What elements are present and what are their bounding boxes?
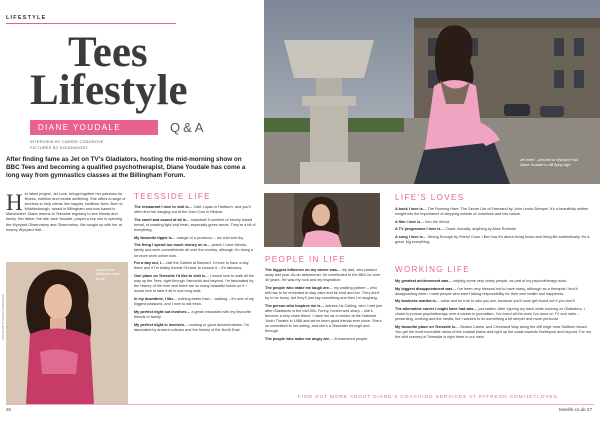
interviewee-name-bar: DIANE YOUDALE bbox=[30, 120, 158, 135]
qa-item bbox=[395, 227, 595, 232]
question-text: The restaurant I love to visit is… bbox=[134, 205, 193, 209]
answer-text: The Running Hare: The Secret Life of Farmland by John Lewis-Stempel. It's a beautifully written insight into the importance of stepping outside of ourselves and into nature. bbox=[395, 207, 589, 217]
qa-item bbox=[134, 205, 256, 215]
question-text: The people who make me laugh are… bbox=[265, 285, 333, 290]
section-tag-left: LIFESTYLE bbox=[6, 15, 47, 21]
qa-item bbox=[134, 297, 256, 307]
question-text: A book I love is… bbox=[395, 207, 427, 211]
answer-text: petrol! I have friends, family and work commitments all over the country, although I'm doing a lot more work online now. bbox=[134, 243, 254, 258]
answer-text: orange or a prosecco – ice cold and dry. bbox=[176, 235, 245, 240]
qa-item bbox=[395, 279, 595, 284]
question-text: A TV programme I love is… bbox=[395, 227, 445, 232]
answer-text: Coast. Actually, anything by Alice Roberts! bbox=[445, 227, 517, 232]
answer-text: nothing better than… walking – it's one of my biggest passions, and I love to eat fresh. bbox=[134, 296, 254, 307]
question-text: The smell and sound of all is… bbox=[134, 217, 190, 222]
qa-item bbox=[265, 268, 383, 283]
page-title bbox=[30, 29, 240, 114]
answer-text: helping some very lovely people, as part of my psychotherapy work. bbox=[453, 279, 568, 283]
question-text: For a day out, I… bbox=[134, 261, 165, 266]
hero-caption: Jet loved – pictured at Wynyard Hall. Diane Youdale is still flying high. bbox=[520, 158, 579, 167]
answer-text: ill-mannered people. bbox=[334, 336, 369, 341]
footer-rule bbox=[6, 404, 594, 405]
teesside-life-column bbox=[134, 205, 256, 335]
credit-pictures: PICTURES BY DOUGMOODY bbox=[30, 145, 89, 150]
question-text: My perfect night in involves… bbox=[134, 322, 188, 327]
qa-item bbox=[134, 310, 256, 320]
answer-text: visit the Gables at Barnard. I'd love to have a day there and if I'm totally honest I'd have to choose it – it's fabulous. bbox=[134, 261, 249, 271]
answer-text: I've been very blessed not to have many, although as a therapist I find it disappointing when I meet people who aren't taking responsibility for their own health and happiness. bbox=[395, 286, 578, 296]
answer-text: Café Lupas in Hartburn, and you'll often find me hanging out at the Dom Cow in Redcar. bbox=[134, 205, 251, 215]
credits bbox=[30, 140, 104, 151]
qa-item bbox=[395, 307, 595, 322]
qa-item bbox=[395, 287, 595, 297]
qa-item bbox=[134, 323, 256, 333]
title-line-2: Lifestyle bbox=[30, 67, 188, 114]
answer-text: my walking partner – who still has to be reminded to stay calm and be kind and fun. They don't try to be funny, but they'll just say something and then I'm laughing. bbox=[265, 285, 380, 301]
gladiator-photo bbox=[6, 262, 128, 404]
hero-photo bbox=[264, 0, 600, 184]
qa-item bbox=[134, 243, 256, 258]
question-text: My favourite place on Teesside is… bbox=[395, 325, 459, 330]
promo-link[interactable]: FIND OUT MORE ABOUT DIANE'S COACHING SERVICES AT PATREON.COM/JETLOVES. bbox=[298, 395, 560, 400]
qa-item bbox=[134, 218, 256, 233]
answer-text: I would love to walk all the way up the Tees, right through Yarmouth and beyond. I'm fascinated by the history of the river and there are so many beautiful towns on it. I would love to take it all in one long walk. bbox=[134, 274, 255, 294]
qa-item bbox=[134, 236, 256, 241]
standfirst: After finding fame as Jet on TV's Gladiators, hosting the mid-morning show on BBC Tees and becoming a qualified psychotherapist, Diane Youdale has come a long way from gymnastics classes at the Billingham Forum. bbox=[6, 156, 246, 180]
question-text: My biggest disappointment was… bbox=[395, 286, 457, 291]
qa-item bbox=[395, 220, 595, 225]
answer-text: value and be true to who you are, because you'll soon get found out if you don't! bbox=[440, 299, 575, 304]
page-number-right: teeslife.co.uk 27 bbox=[558, 407, 592, 412]
question-text: A film I love is… bbox=[395, 219, 425, 224]
qa-item bbox=[265, 286, 383, 301]
qa-item bbox=[265, 337, 383, 342]
question-text: In my downtime, I like… bbox=[134, 296, 178, 301]
people-in-life-column bbox=[265, 268, 383, 345]
question-text: The people who make me angry are… bbox=[265, 336, 333, 341]
qa-item bbox=[395, 325, 595, 340]
question-text: One place on Teesside I'd like to visit is… bbox=[134, 274, 209, 278]
answer-text: a great restaurant with my favourite friends or family. bbox=[134, 309, 251, 319]
question-text: My favourite tipple is… bbox=[134, 235, 176, 240]
opening-text: er latest project, Jet Love, brings together her passions for fitness, nutrition and mental wellbeing. She offers a range of services to help clients live happier, healthier lives. Born in Middlesbrough, raised in Billingham and now based in Manchester, Diane returns to Teesside regularly to see friends and family. Her father, the late Jack Youdale, played a key role in opening the Wynyard Observatory and Observatory. We caught up with her at nearby Wynyard Hall… bbox=[6, 192, 126, 232]
qa-item bbox=[395, 235, 595, 245]
question-text: My perfect night out involves… bbox=[134, 309, 191, 314]
qa-item bbox=[134, 261, 256, 271]
answer-text: cooking or good documentaries. I'm fascinated by ancient cultures and the history of the North East. bbox=[134, 322, 249, 332]
qa-item bbox=[265, 304, 383, 335]
photo-credit: PHOTO BY ITV/SHUTTERSTOCK bbox=[1, 293, 5, 340]
qa-item bbox=[395, 207, 595, 217]
question-text: The thing I spend too much money on is… bbox=[134, 243, 211, 248]
opening-column bbox=[6, 192, 128, 233]
question-text: The biggest influence on my career was… bbox=[265, 268, 341, 272]
drop-cap: H bbox=[6, 190, 23, 215]
qa-item bbox=[134, 274, 256, 294]
header-rule bbox=[6, 23, 176, 24]
question-text: My business mantra is… bbox=[395, 299, 440, 304]
heading-teesside-life: TEESSIDE LIFE bbox=[134, 192, 211, 201]
heading-people-in-life: PEOPLE IN LIFE bbox=[265, 255, 346, 264]
working-life-column bbox=[395, 279, 595, 343]
answer-text: journalism. After injuring my back while working on Gladiators, I chose to pursue psychotherapy over a career in journalism. I've loved all the work I've done on TV and radio – presenting, working and the media, but I wanted to do something a bit deeper and more personal. bbox=[395, 307, 585, 322]
answer-text: industrial! It smelled of freshly baked bread, of roasting light and fresh, especially green areas. They're a bit of everything. bbox=[134, 217, 256, 232]
answer-text: my dad, who passed away last year. As an astronomer, he contributed to the BBC for over 40 years. He was my rock and my inspiration. bbox=[265, 268, 381, 283]
question-text: My greatest achievement was… bbox=[395, 279, 453, 283]
gladiator-photo-caption: Diane in her Gladiators days as Jet bbox=[96, 268, 120, 281]
answer-text: actress Liz Catling, who I met just after Gladiators in the mid-90s. Funny, honest and sharp – she's become a very close friend. I have her as a mentor at the National Youth Theatre in 1988 and we've been good friends ever since. She's so committed to her acting, and she's a Teessider through and through. bbox=[265, 303, 382, 334]
answer-text: Into the Wood. bbox=[425, 219, 450, 224]
question-text: The person who inspires me is… bbox=[265, 303, 325, 308]
answer-text: Seaton Carew, and Cleveland Way along the cliff edge near Saltburn beach. You get the most incredible views of the coastal plains and right up the coast towards Hartlepool and beyond. For me, the wild scenery of Teesside is right there in our view. bbox=[395, 325, 593, 340]
qa-item bbox=[395, 299, 595, 304]
heading-working-life: WORKING LIFE bbox=[395, 265, 471, 274]
question-text: A song I love is… bbox=[395, 235, 427, 240]
credit-interview: INTERVIEW BY CARRIE COSGROVE bbox=[30, 140, 104, 144]
question-text: The alternative career I might have had was… bbox=[395, 307, 478, 312]
title-line-1: Tees bbox=[68, 29, 148, 76]
lifes-loves-column bbox=[395, 207, 595, 248]
heading-lifes-loves: LIFE'S LOVES bbox=[395, 193, 465, 202]
answer-text: Strong Enough by Sheryl Crow. I like how it's about being brave and living life authentically. It's a great, big everything. bbox=[395, 235, 590, 245]
page-number-left: 26 bbox=[6, 407, 12, 412]
qa-label: Q&A bbox=[170, 120, 207, 135]
portrait-photo bbox=[264, 193, 380, 247]
